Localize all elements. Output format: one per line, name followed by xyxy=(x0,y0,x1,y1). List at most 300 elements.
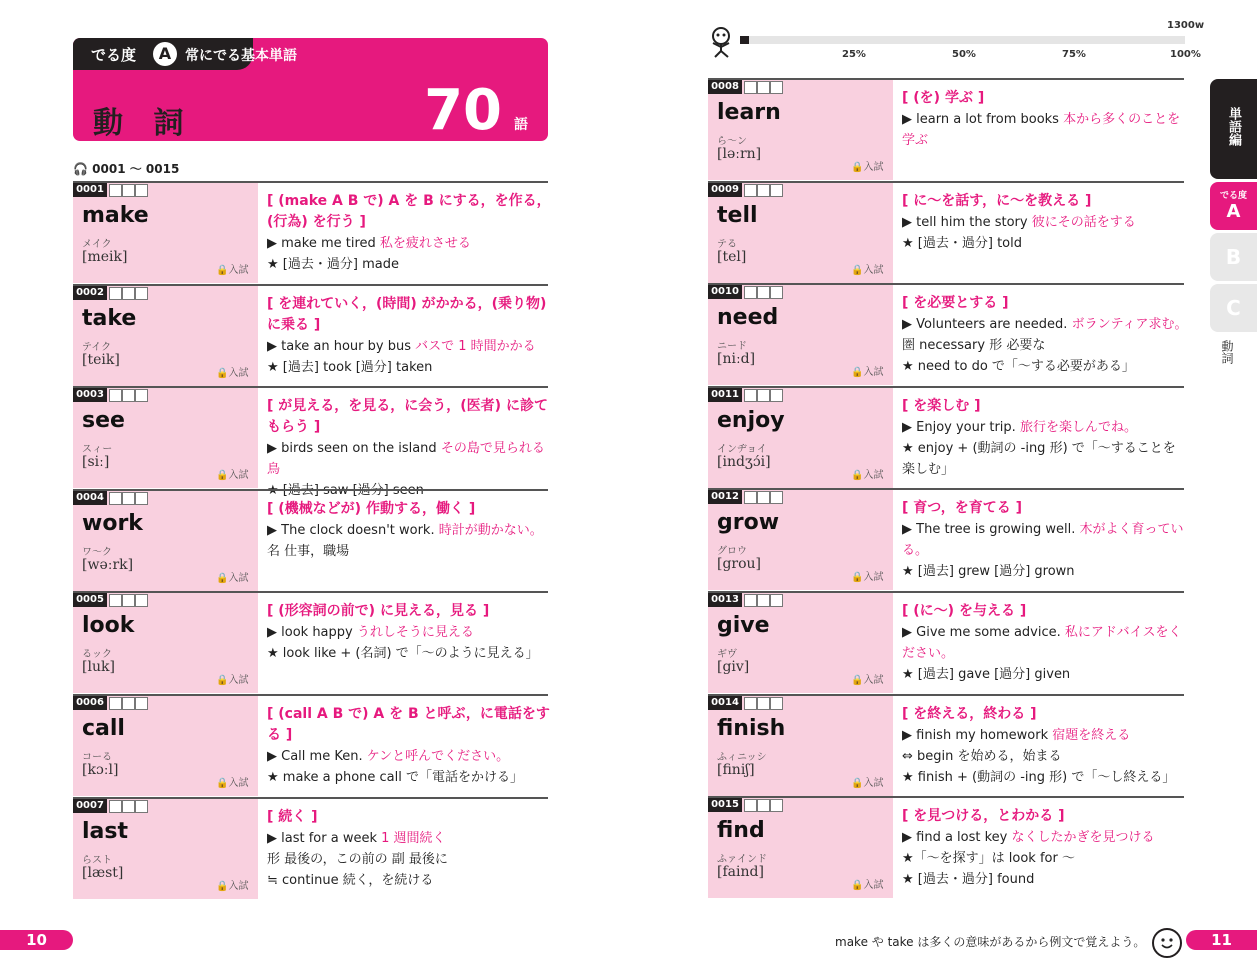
headword: look xyxy=(82,613,135,639)
entry-number: 0005 xyxy=(73,593,107,607)
word-entry xyxy=(708,78,1184,182)
headword: take xyxy=(82,305,137,331)
entry-left-panel xyxy=(708,183,893,283)
checkbox[interactable] xyxy=(757,491,770,504)
checkbox[interactable] xyxy=(109,697,122,710)
entry-left-panel xyxy=(73,696,258,796)
header-topbar xyxy=(73,38,548,70)
tab-level-b-letter: B xyxy=(1225,245,1242,269)
progress-mark-100: 100% xyxy=(1170,49,1201,60)
example-en: The tree is growing well. xyxy=(916,522,1076,538)
katakana-reading: インヂョイ xyxy=(717,443,767,455)
tab-level-a-top: でる度 xyxy=(1219,191,1247,201)
checkbox[interactable] xyxy=(122,492,135,505)
meaning: [ (call A B で) A を B と呼ぶ，に電話をする ] xyxy=(267,706,550,743)
example-en: The clock doesn't work. xyxy=(281,522,435,538)
example-jp: 彼にその話をする xyxy=(1031,214,1136,230)
pronunciation: [ləːrn] xyxy=(717,146,762,162)
checkbox[interactable] xyxy=(757,81,770,94)
headword: see xyxy=(82,408,125,434)
header-subtitle: 常にでる基本単語 xyxy=(185,48,297,64)
checkbox[interactable] xyxy=(109,184,122,197)
pronunciation: [giv] xyxy=(717,659,750,675)
lock-icon: 🔒 xyxy=(851,675,864,686)
entry-content xyxy=(902,191,1188,254)
note: ★ [過去] saw [過分] seen xyxy=(267,483,424,499)
katakana-reading: ふァインド xyxy=(717,854,767,866)
checkbox[interactable] xyxy=(744,594,757,607)
example-en: learn a lot from books xyxy=(916,112,1059,127)
deru-label: でる度 xyxy=(91,46,137,64)
entry-content xyxy=(902,806,1188,890)
headword: find xyxy=(717,818,765,844)
section-header xyxy=(73,38,548,141)
note-secondary: ≒ continue 続く，を続ける xyxy=(267,872,434,888)
example-en: Give me some advice. xyxy=(916,625,1061,640)
checkbox[interactable] xyxy=(122,697,135,710)
exam-tag-label: 入試 xyxy=(863,675,884,686)
progress-mark-25: 25% xyxy=(842,49,866,60)
checkbox[interactable] xyxy=(122,184,135,197)
note: ★ enjoy + (動詞の -ing 形) で「～することを楽しむ」 xyxy=(902,440,1176,477)
exam-tag-label: 入試 xyxy=(228,367,249,379)
lock-icon: 🔒 xyxy=(851,777,864,789)
example-en: birds seen on the island xyxy=(281,441,437,457)
checkbox[interactable] xyxy=(135,800,148,813)
checkbox[interactable] xyxy=(109,594,122,607)
tab-words[interactable] xyxy=(1210,79,1257,179)
checkbox[interactable] xyxy=(770,594,783,607)
word-entry xyxy=(708,796,1184,900)
meaning: [ に～を話す，に～を教える ] xyxy=(902,192,1092,209)
entry-number: 0015 xyxy=(708,798,742,812)
entry-content xyxy=(902,704,1188,788)
headword: last xyxy=(82,818,128,844)
headword: tell xyxy=(717,202,758,228)
example-en: Volunteers are needed. xyxy=(916,317,1068,333)
checkbox[interactable] xyxy=(135,697,148,710)
exam-tag xyxy=(216,877,248,892)
meaning: [ (make A B で) A を B にする，を作る，(行為) を行う ] xyxy=(267,193,551,230)
note: 名 仕事，職場 xyxy=(267,543,350,559)
tab-level-a-letter: A xyxy=(1226,201,1241,222)
entry-left-panel xyxy=(73,491,258,591)
word-entry xyxy=(73,797,548,901)
example-en: take an hour by bus xyxy=(281,338,411,354)
pronunciation: [kɔːl] xyxy=(82,762,119,778)
exam-tag-label: 入試 xyxy=(228,470,249,482)
word-entry xyxy=(708,181,1184,285)
entry-content xyxy=(267,807,553,891)
meaning: [ が見える，を見る，に会う，(医者) に診てもらう ] xyxy=(267,398,548,436)
checkbox[interactable] xyxy=(109,800,122,813)
example-en: look happy xyxy=(281,625,353,641)
example-en: tell him the story xyxy=(916,214,1028,230)
meaning: [ 続く ] xyxy=(267,808,318,825)
entry-number: 0012 xyxy=(708,490,742,504)
example-jp: 私にアドバイスをください。 xyxy=(902,625,1182,661)
headword: work xyxy=(82,510,143,536)
checkbox[interactable] xyxy=(122,287,135,300)
exam-tag-label: 入試 xyxy=(863,367,884,379)
example-jp: バスで 1 時間かかる xyxy=(415,338,536,354)
example-en: finish my homework xyxy=(916,727,1049,743)
entry-left-panel xyxy=(708,388,893,488)
example-jp: 木がよく育っている。 xyxy=(902,522,1184,559)
entry-number: 0006 xyxy=(73,696,107,710)
note: ★ look like + (名詞) で「～のように見える」 xyxy=(267,646,539,662)
exam-tag xyxy=(851,261,883,276)
entry-number: 0002 xyxy=(73,286,107,300)
word-count-unit: 語 xyxy=(514,117,528,133)
tab-level-a[interactable] xyxy=(1210,182,1257,230)
lock-icon: 🔒 xyxy=(851,162,864,173)
exam-tag-label: 入試 xyxy=(863,264,884,276)
katakana-reading: コーる xyxy=(82,752,112,763)
meaning: [ を楽しむ ] xyxy=(902,397,981,414)
example: ▶ finish my homework 宿題を終える xyxy=(902,727,1131,743)
exam-tag xyxy=(851,568,883,583)
example: ▶ The clock doesn't work. 時計が動かない。 xyxy=(267,522,543,538)
entry-number: 0014 xyxy=(708,696,742,710)
checkbox[interactable] xyxy=(744,799,757,812)
lock-icon: 🔒 xyxy=(216,572,229,584)
example: ▶ birds seen on the island その島で見られる鳥 xyxy=(267,441,545,478)
smiley-icon xyxy=(1152,928,1182,958)
katakana-reading: テイク xyxy=(82,341,112,353)
pronunciation: [indʒɔ́i] xyxy=(717,453,771,470)
word-count: 70 xyxy=(424,78,502,141)
example: ▶ The tree is growing well. 木がよく育っている。 xyxy=(902,522,1184,559)
example-jp: ボランティア求む。 xyxy=(1071,317,1188,333)
note: ★ make a phone call で「電話をかける」 xyxy=(267,770,523,785)
entry-number: 0010 xyxy=(708,285,742,299)
example-jp: 1 週間続く xyxy=(381,830,446,846)
entry-number: 0003 xyxy=(73,388,107,402)
note: ★「～を探す」は look for ～ xyxy=(902,851,1075,867)
checkbox[interactable] xyxy=(757,799,770,812)
word-entry xyxy=(73,591,548,695)
example: ▶ take an hour by bus バスで 1 時間かかる xyxy=(267,338,536,354)
entry-content xyxy=(267,396,553,501)
page-title: 動 詞 xyxy=(93,106,194,141)
note: ★ [過去] took [過分] taken xyxy=(267,359,433,375)
word-entry xyxy=(708,591,1184,695)
entry-content xyxy=(267,191,553,275)
katakana-reading: るック xyxy=(82,649,112,661)
progress-mark-75: 75% xyxy=(1062,49,1086,60)
example: ▶ last for a week 1 週間続く xyxy=(267,830,446,846)
lock-icon: 🔒 xyxy=(216,880,229,892)
meaning: [ (に～) を与える ] xyxy=(902,603,1027,619)
entry-content xyxy=(267,499,553,562)
exam-tag-label: 入試 xyxy=(863,162,884,173)
entry-number: 0004 xyxy=(73,491,107,505)
katakana-reading: テる xyxy=(717,238,737,250)
headphone-icon: 🎧 xyxy=(73,162,88,176)
exam-tag xyxy=(216,671,248,686)
word-entry xyxy=(73,694,548,798)
entry-left-panel xyxy=(708,696,893,796)
lock-icon: 🔒 xyxy=(216,470,229,482)
entry-number: 0008 xyxy=(708,80,742,94)
katakana-reading: らスト xyxy=(82,854,112,866)
pos-label: 動詞 xyxy=(1220,340,1234,364)
meaning: [ を連れていく，(時間) がかかる，(乗り物) に乗る ] xyxy=(267,295,547,333)
example-en: find a lost key xyxy=(916,830,1008,846)
exam-tag xyxy=(216,261,248,276)
lock-icon: 🔒 xyxy=(216,778,229,789)
word-entry xyxy=(73,489,548,593)
meaning: [ を必要とする ] xyxy=(902,295,1009,312)
checkbox[interactable] xyxy=(744,697,757,710)
pronunciation: [teik] xyxy=(82,351,120,368)
level-badge: A xyxy=(153,42,177,66)
exam-tag-label: 入試 xyxy=(228,265,249,276)
footer-tip: make や take は多くの意味があるから例文で覚えよう。 xyxy=(835,935,1146,949)
katakana-reading: メイク xyxy=(82,239,112,250)
example-jp: うれしそうに見える xyxy=(356,625,474,641)
pronunciation: [wəːrk] xyxy=(82,556,134,573)
lock-icon: 🔒 xyxy=(216,367,229,379)
lock-icon: 🔒 xyxy=(216,675,229,687)
checkbox[interactable] xyxy=(109,389,122,402)
exam-tag-label: 入試 xyxy=(228,880,249,892)
checkbox[interactable] xyxy=(770,184,783,197)
note-secondary: ★ [過去・過分] found xyxy=(902,872,1035,888)
checkbox[interactable] xyxy=(122,594,135,607)
headword: learn xyxy=(717,100,781,125)
exam-tag-label: 入試 xyxy=(228,572,249,584)
tab-level-c-letter: C xyxy=(1226,296,1241,320)
tab-level-c[interactable] xyxy=(1210,284,1257,332)
example: ▶ find a lost key なくしたかぎを見つける xyxy=(902,830,1155,846)
lock-icon: 🔒 xyxy=(851,469,864,481)
note: 形 最後の，この前の 副 最後に xyxy=(267,851,448,867)
entry-content xyxy=(902,88,1188,151)
checkbox[interactable] xyxy=(770,286,783,299)
word-entry xyxy=(708,694,1184,798)
progress-fill xyxy=(740,36,749,44)
mascot-runner-icon xyxy=(704,24,738,58)
entry-left-panel xyxy=(708,593,893,693)
entry-number: 0011 xyxy=(708,388,742,402)
katakana-reading: ワ～ク xyxy=(82,546,112,558)
checkbox[interactable] xyxy=(135,389,148,402)
meaning: [ を終える，終わる ] xyxy=(902,705,1037,722)
meaning: [ (を) 学ぶ ] xyxy=(902,90,985,106)
checkbox[interactable] xyxy=(744,81,757,94)
lock-icon: 🔒 xyxy=(851,572,864,584)
pronunciation: [finiʃ] xyxy=(717,761,755,778)
note-secondary: ★ need to do で「～する必要がある」 xyxy=(902,359,1135,375)
entry-number: 0007 xyxy=(73,799,107,813)
checkbox[interactable] xyxy=(757,184,770,197)
checkbox[interactable] xyxy=(744,389,757,402)
entry-number: 0001 xyxy=(73,183,107,197)
exam-tag xyxy=(216,364,248,379)
progress-total: 1300w xyxy=(1167,20,1205,31)
checkbox[interactable] xyxy=(744,286,757,299)
entry-number: 0013 xyxy=(708,593,742,607)
note-secondary: ★ finish + (動詞の -ing 形) で「～し終える」 xyxy=(902,769,1176,785)
entry-content xyxy=(902,601,1188,685)
entry-left-panel xyxy=(708,80,893,180)
example: ▶ Volunteers are needed. ボランティア求む。 xyxy=(902,317,1188,333)
pronunciation: [meik] xyxy=(82,249,128,265)
note: 圏 necessary 形 必要な xyxy=(902,338,1046,354)
entry-left-panel xyxy=(73,593,258,693)
entry-left-panel xyxy=(73,799,258,899)
entry-left-panel xyxy=(73,388,258,488)
example-jp: その島で見られる鳥 xyxy=(267,441,545,478)
exam-tag-label: 入試 xyxy=(863,880,884,892)
audio-range-text: 0001 ～ 0015 xyxy=(92,162,180,176)
checkbox[interactable] xyxy=(122,389,135,402)
meaning: [ 育つ，を育てる ] xyxy=(902,500,1022,517)
meaning: [ (形容詞の前で) に見える，見る ] xyxy=(267,603,490,620)
example-en: last for a week xyxy=(281,830,377,846)
checkbox[interactable] xyxy=(757,697,770,710)
checkbox[interactable] xyxy=(135,594,148,607)
word-entry xyxy=(708,488,1184,592)
example-jp: 本から多くのことを学ぶ xyxy=(902,112,1181,148)
checkbox[interactable] xyxy=(757,286,770,299)
katakana-reading: ギヴ xyxy=(717,649,737,660)
example: ▶ Enjoy your trip. 旅行を楽しんでね。 xyxy=(902,419,1137,435)
exam-tag-label: 入試 xyxy=(228,675,249,687)
checkbox[interactable] xyxy=(122,800,135,813)
lock-icon: 🔒 xyxy=(851,367,864,379)
example: ▶ learn a lot from books 本から多くのことを学ぶ xyxy=(902,112,1181,148)
word-entry xyxy=(73,284,548,388)
example-en: make me tired xyxy=(281,236,376,251)
example-jp: ケンと呼んでください。 xyxy=(366,749,510,764)
exam-tag xyxy=(216,774,248,789)
pronunciation: [niːd] xyxy=(717,351,756,368)
word-entry xyxy=(708,386,1184,490)
headword: make xyxy=(82,203,149,228)
katakana-reading: ふィニッシ xyxy=(717,751,767,763)
checkbox[interactable] xyxy=(770,81,783,94)
pronunciation: [tel] xyxy=(717,248,747,265)
example-jp: なくしたかぎを見つける xyxy=(1011,830,1155,846)
example: ▶ make me tired 私を疲れさせる xyxy=(267,236,471,251)
progress-mark-50: 50% xyxy=(952,49,976,60)
entry-left-panel xyxy=(73,183,258,283)
checkbox[interactable] xyxy=(744,184,757,197)
exam-tag xyxy=(851,363,883,378)
entry-content xyxy=(267,704,553,788)
pronunciation: [faind] xyxy=(717,864,764,881)
note: ★ [過去] grew [過分] grown xyxy=(902,564,1075,580)
entry-left-panel xyxy=(708,490,893,590)
tab-words-label: 単語編 xyxy=(1226,107,1241,146)
pronunciation: [luk] xyxy=(82,659,115,676)
exam-tag xyxy=(851,671,883,686)
example-jp: 宿題を終える xyxy=(1052,727,1131,743)
checkbox[interactable] xyxy=(135,184,148,197)
audio-range xyxy=(73,160,179,177)
checkbox[interactable] xyxy=(770,491,783,504)
headword: grow xyxy=(717,510,780,536)
exam-tag-label: 入試 xyxy=(228,778,249,789)
lock-icon: 🔒 xyxy=(216,265,229,276)
checkbox[interactable] xyxy=(109,287,122,300)
example: ▶ tell him the story 彼にその話をする xyxy=(902,214,1136,230)
checkbox[interactable] xyxy=(744,491,757,504)
lock-icon: 🔒 xyxy=(851,880,864,892)
pronunciation: [læst] xyxy=(82,864,124,881)
entry-content xyxy=(902,498,1188,582)
example-jp: 旅行を楽しんでね。 xyxy=(1019,419,1137,435)
exam-tag xyxy=(851,774,883,789)
note: ★ [過去・過分] made xyxy=(267,257,399,272)
pronunciation: [siː] xyxy=(82,454,110,471)
checkbox[interactable] xyxy=(770,697,783,710)
example-en: Enjoy your trip. xyxy=(916,419,1016,435)
exam-tag xyxy=(851,876,883,891)
progress-bar xyxy=(740,36,1185,44)
entry-left-panel xyxy=(73,286,258,386)
lock-icon: 🔒 xyxy=(851,264,864,276)
checkbox[interactable] xyxy=(770,389,783,402)
meaning: [ (機械などが) 作動する，働く ] xyxy=(267,500,476,517)
example: ▶ Give me some advice. 私にアドバイスをください。 xyxy=(902,625,1182,661)
headword: enjoy xyxy=(717,407,785,433)
note: ★ [過去・過分] told xyxy=(902,235,1022,251)
note: ★ [過去] gave [過分] given xyxy=(902,667,1071,682)
word-entry xyxy=(73,181,551,285)
note: ⇔ begin を始める，始まる xyxy=(902,748,1062,764)
exam-tag-label: 入試 xyxy=(863,572,884,584)
exam-tag xyxy=(851,158,883,173)
entry-number: 0009 xyxy=(708,183,742,197)
checkbox[interactable] xyxy=(770,799,783,812)
katakana-reading: スィー xyxy=(82,444,113,456)
entry-content xyxy=(267,601,553,664)
checkbox[interactable] xyxy=(135,287,148,300)
tab-level-b[interactable] xyxy=(1210,233,1257,281)
katakana-reading: ニード xyxy=(717,341,747,353)
katakana-reading: ら～ン xyxy=(717,136,747,147)
headword: need xyxy=(717,305,779,331)
example: ▶ Call me Ken. ケンと呼んでください。 xyxy=(267,749,510,764)
example-jp: 時計が動かない。 xyxy=(438,522,543,538)
entry-content xyxy=(267,294,553,378)
katakana-reading: グロウ xyxy=(717,546,747,558)
entry-left-panel xyxy=(708,798,893,898)
exam-tag xyxy=(851,466,883,481)
example-jp: 私を疲れさせる xyxy=(379,236,471,251)
checkbox[interactable] xyxy=(135,492,148,505)
entry-left-panel xyxy=(708,285,893,385)
headword: finish xyxy=(717,715,786,741)
checkbox[interactable] xyxy=(757,594,770,607)
page-number-left: 10 xyxy=(0,930,73,950)
exam-tag xyxy=(216,466,248,481)
entry-content xyxy=(902,396,1188,480)
headword: give xyxy=(717,613,770,638)
meaning: [ を見つける，とわかる ] xyxy=(902,808,1065,825)
headword: call xyxy=(82,716,125,741)
exam-tag xyxy=(216,569,248,584)
checkbox[interactable] xyxy=(757,389,770,402)
example-en: Call me Ken. xyxy=(281,749,363,764)
page-number-right: 11 xyxy=(1186,930,1257,950)
checkbox[interactable] xyxy=(109,492,122,505)
example: ▶ look happy うれしそうに見える xyxy=(267,625,474,641)
